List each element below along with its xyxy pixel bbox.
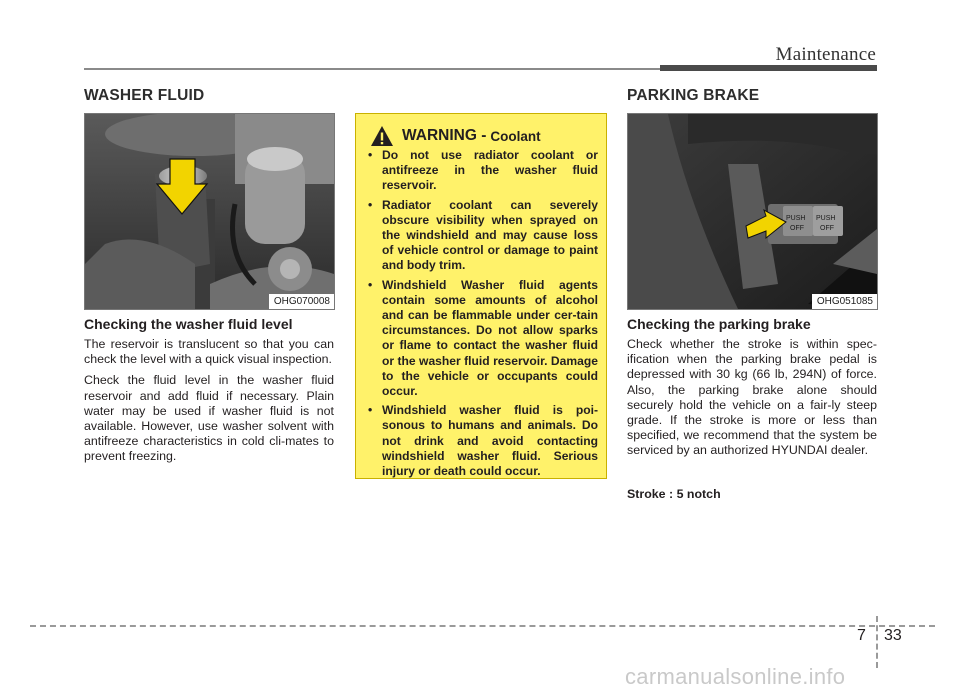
running-header: Maintenance	[775, 44, 876, 65]
header-rule-accent	[660, 65, 877, 71]
section-title-washer-fluid: WASHER FLUID	[84, 87, 205, 104]
photo-code-washer: OHG070008	[269, 294, 334, 309]
pedal-label-push: PUSH	[786, 215, 806, 222]
pedal-label-off: OFF	[790, 225, 804, 232]
page-number: 33	[884, 627, 902, 644]
photo-code-brake: OHG051085	[812, 294, 877, 309]
washer-para-2: Check the fluid level in the washer fluid reservoir and add fluid if necessary. Plain water may be used if washer fluid is not available. However, use washer solvent with antifreeze characteristics in cold cli-mates to prevent freezing.	[84, 373, 334, 464]
watermark-text: carmanualsonline.info	[625, 664, 846, 689]
pedal-label-push-2: PUSH	[816, 215, 836, 222]
warning-item: • Radiator coolant can severely obscure visibility when sprayed on the windshield and may cause loss of vehicle control or damage to paint and body trim.	[368, 197, 598, 273]
brake-subhead: Checking the parking brake	[627, 316, 811, 332]
warning-list	[366, 148, 598, 483]
footer-dashed-rule	[30, 625, 935, 627]
warning-item: • Windshield Washer fluid agents contain some amounts of alcohol and can be flammable under cer-tain circumstances. Do not allow sparks or flame to contact the washer fluid or the washer fluid reservoir. Damage to the vehicle or occupants could occur.	[368, 277, 598, 399]
section-title-parking-brake: PARKING BRAKE	[627, 87, 760, 104]
parking-brake-photo	[627, 113, 878, 310]
chapter-number: 7	[857, 627, 866, 644]
warning-word: WARNING -	[402, 127, 487, 144]
warning-item: • Windshield washer fluid is poi-sonous to humans and animals. Do not drink and avoid contacting windshield washer fluid. Serious injury or death could occur.	[368, 403, 598, 479]
pedal-label-off-2: OFF	[820, 225, 834, 232]
warning-triangle-icon	[370, 125, 394, 147]
warning-heading	[370, 125, 541, 147]
stroke-spec: Stroke : 5 notch	[627, 487, 721, 501]
warning-subject: Coolant	[490, 128, 541, 144]
washer-subhead: Checking the washer fluid level	[84, 316, 293, 332]
washer-para-1: The reservoir is translucent so that you can check the level with a quick visual inspection.	[84, 337, 334, 367]
warning-item: • Do not use radiator coolant or antifreeze in the washer fluid reservoir.	[368, 148, 598, 193]
brake-para-1: Check whether the stroke is within spec-ification when the parking brake pedal is depressed with 30 kg (66 lb, 294N) of force. Also, the parking brake alone should securely hold the vehicle on a fair-ly steep grade. If the stroke is more or less than specified, we recommend that the system be serviced by an authorized HYUNDAI dealer.	[627, 337, 877, 458]
footer-dashed-divider	[876, 616, 878, 668]
warning-box	[355, 113, 607, 479]
washer-body	[84, 337, 334, 471]
brake-body	[627, 337, 877, 465]
washer-reservoir-photo	[84, 113, 335, 310]
